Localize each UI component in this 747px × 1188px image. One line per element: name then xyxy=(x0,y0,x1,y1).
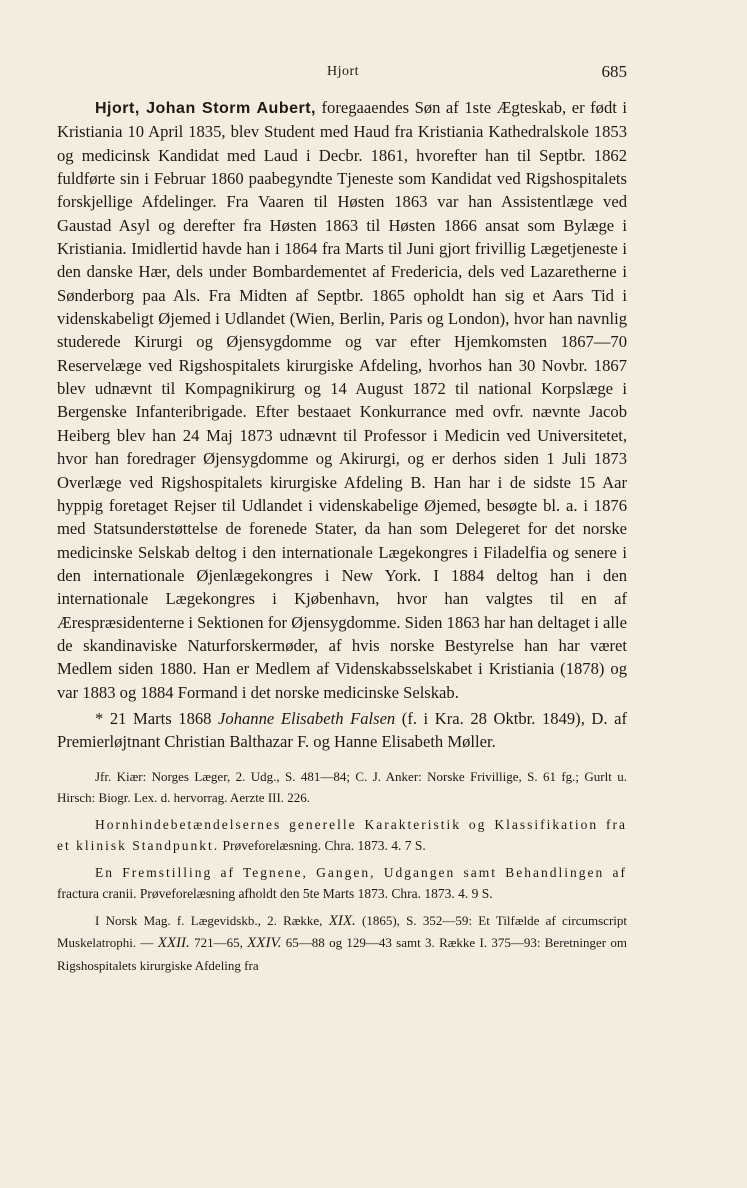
work-entry-2 xyxy=(57,862,627,904)
entry-name: Hjort, Johan Storm Aubert, xyxy=(95,100,316,117)
work-2-title: En Fremstilling af Tegnene, Gangen, Udgangen samt Behandlingen af xyxy=(95,864,627,880)
work-1-details: Prøveforelæsning. Chra. 1873. 4. 7 S. xyxy=(219,837,426,853)
lit-part-3: 721—65, xyxy=(194,935,243,951)
biography-text: foregaaendes Søn af 1ste Ægteskab, er født i Kristiania 10 April 1835, blev Student med Haud fra Kristiania Kathedralskole 1853 og medicinsk Kandidat med Laud i Decbr. 1861, hvorefter han til Septbr. 1862 fuldførte sin i Februar 1860 paabegyndte Tjeneste som Kandidat ved Rigshospitalets forskjellige Afdelinger. Fra Vaaren til Høsten 1863 var han Assistentlæge ved Gaustad Asyl og derefter fra Høsten 1863 til Høsten 1866 ansat som Bylæge i Kristiania. Imidlertid havde han i 1864 fra Marts til Juni gjort frivillig Lægetjeneste i den danske Hær, dels under Bombardementet af Fredericia, dels ved Lazaretherne i Sønderborg paa Als. Fra Midten af Septbr. 1865 opholdt han sig et Aars Tid i videnskabeligt Øjemed i Udlandet (Wien, Berlin, Paris og London), hvor han navnlig studerede Kirurgi og Øjensygdomme og var efter Hjemkomsten 1867—70 Reservelæge ved Rigshospitalets kirurgiske Afdeling, hvorhos han 30 Novbr. 1867 blev udnævnt til Kompagnikirurg og 14 August 1872 til national Korpslæge i Bergenske Infanteribrigade. Efter bestaaet Konkurrance med ovfr. nævnte Jacob Heiberg blev han 24 Maj 1873 udnævnt til Professor i Medicin ved Universitetet, hvor han foredrager Øjensygdomme og Akirurgi, og er derhos siden 1 Juli 1873 Overlæge ved Rigshospitalets kirurgiske Afdeling B. Han har i de sidste 15 Aar hyppig foretaget Rejser til Udlandet i videnskabelige Øjemed, besøgte bl. a. i 1876 med Statsunderstøttelse de forenede Stater, da han som Delegeret for det norske medicinske Selskab deltog i den internationale Lægekongres i Filadelfia og senere i den internationale Øjenlægekongres i New York. I 1884 deltog han i den internationale Lægekongres i Kjøbenhavn, hvor han valgtes til en af Ærespræsidenterne i Sektionen for Øjensygdomme. Siden 1863 har han deltaget i alle de skandinaviske Naturforskermøder, af hvis norske Bestyrelse han har været Medlem siden 1880. Han er Medlem af Videnskabsselskabet i Kristiania (1878) og var 1883 og 1884 Formand i det norske medicinske Selskab. xyxy=(57,98,627,702)
lit-volume-2: XXII. xyxy=(157,935,190,952)
page-number: 685 xyxy=(601,62,627,81)
lit-part-2: (1865), S. 352—59: Et Tilfælde af circumscript Muskelatrophi. — xyxy=(57,912,627,951)
lit-volume-1: XIX. xyxy=(328,912,356,929)
work-2-details: Prøveforelæsning afholdt den 5te Marts 1873. Chra. 1873. 4. 9 S. xyxy=(136,885,493,901)
work-1-title: Hornhindebetændelsernes generelle Karakteristik og Klassifikation fra et klinisk Standpunkt. xyxy=(57,816,627,853)
work-2-latin: fractura cranii. xyxy=(57,885,137,901)
literature-paragraph xyxy=(57,910,627,977)
lit-part-1: I Norsk Mag. f. Lægevidskb., 2. Række, xyxy=(95,912,323,928)
references-paragraph: Jfr. Kiær: Norges Læger, 2. Udg., S. 481—84; C. J. Anker: Norske Frivillige, S. 61 fg.; Gurlt u. Hirsch: Biogr. Lex. d. hervorrag. Aerzte III. 226. xyxy=(57,768,627,805)
running-head: Hjort xyxy=(327,64,360,79)
biography-paragraph xyxy=(57,96,627,704)
marriage-paragraph xyxy=(57,707,627,754)
marriage-suffix: (f. i Kra. 28 Oktbr. 1849), D. af Premierløjtnant Christian Balthazar F. og Hanne Elisabeth Møller. xyxy=(57,708,627,752)
lit-part-4: 65—88 og 129—43 samt 3. Række I. 375—93: Beretninger om Rigshospitalets kirurgiske Afdeling fra xyxy=(57,935,628,973)
lit-volume-3: XXIV. xyxy=(247,935,282,952)
work-entry-1 xyxy=(57,814,627,856)
page-header xyxy=(57,62,627,86)
wife-name: Johanne Elisabeth Falsen xyxy=(218,708,396,728)
page-body xyxy=(57,96,627,976)
marriage-prefix: * 21 Marts 1868 xyxy=(95,708,219,728)
